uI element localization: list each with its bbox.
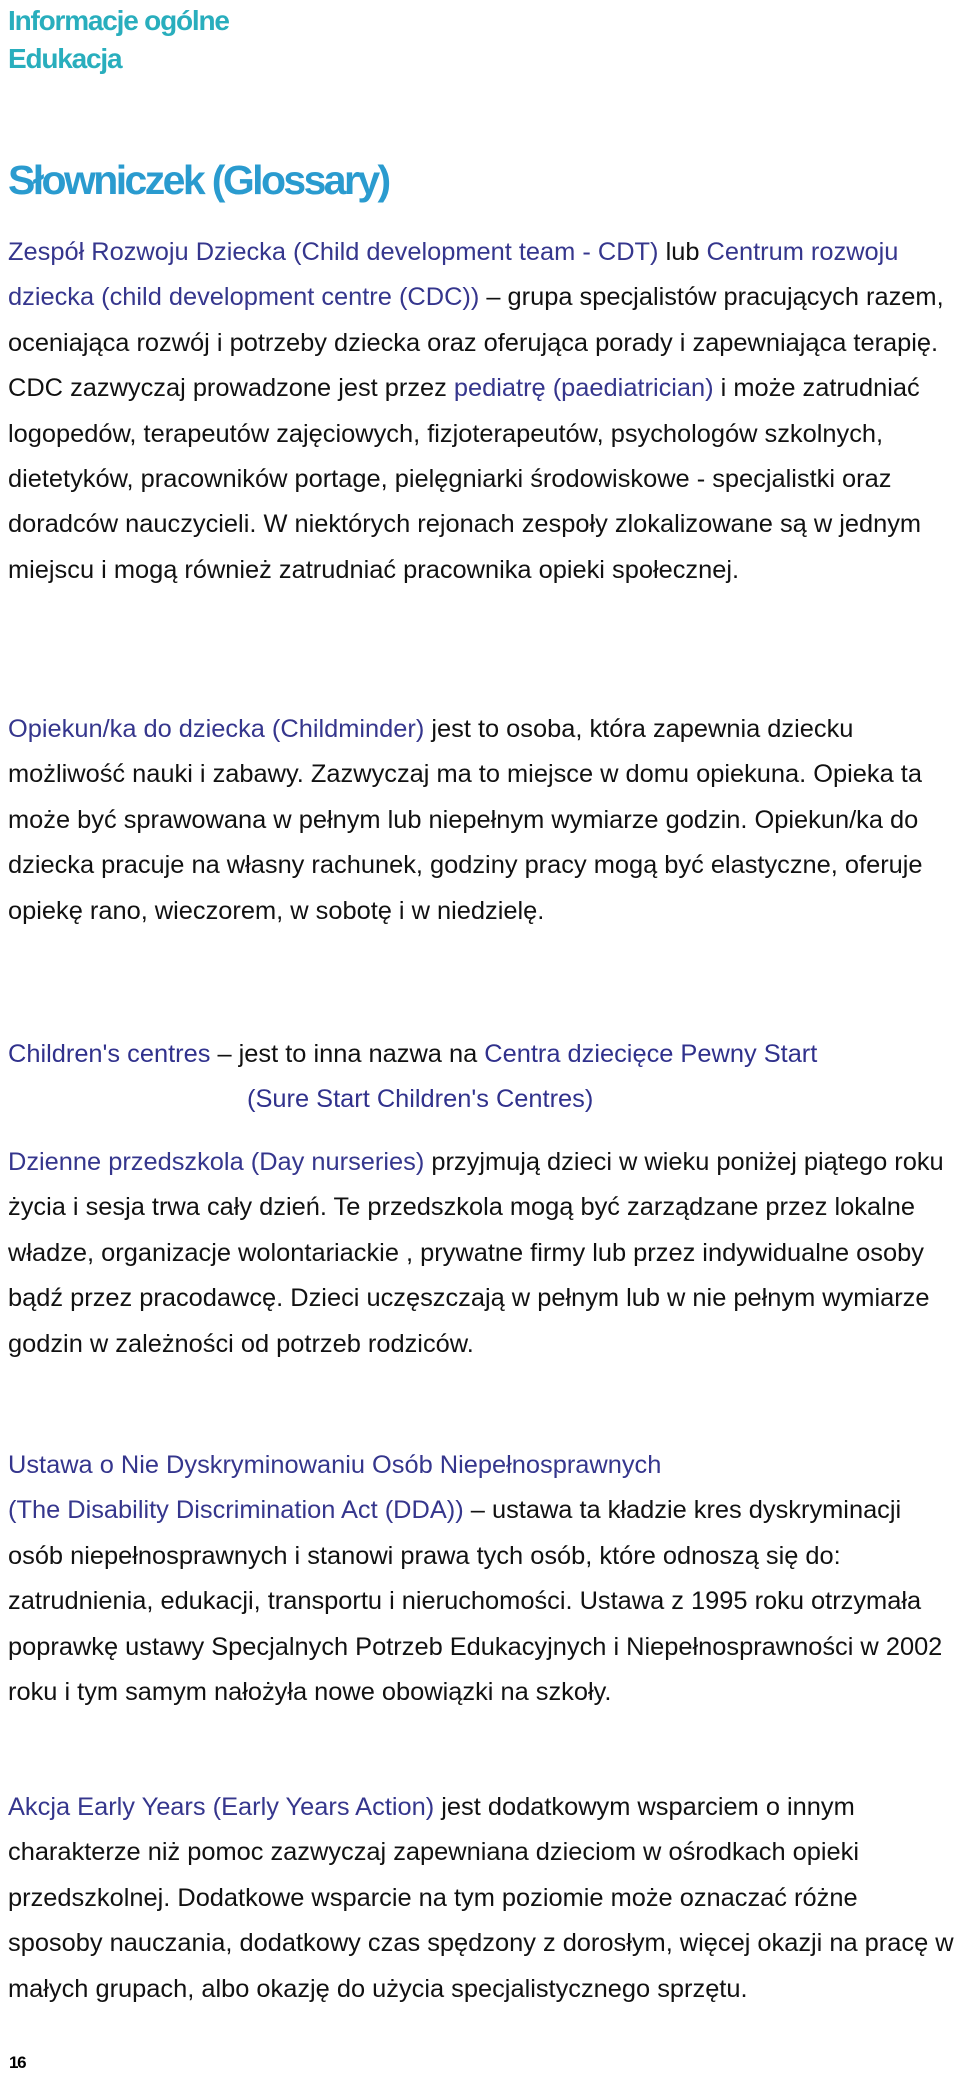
glossary-entry-early-years-action <box>8 1785 956 2012</box>
glossary-term-english: (The Disability Discrimination Act (DDA)) <box>8 1496 464 1525</box>
glossary-term-alt: Centrum rozwoju dziecka (child development centre (CDC)) <box>8 238 899 312</box>
nav-link-general-info[interactable]: Informacje ogólne <box>8 5 229 36</box>
page-title: Słowniczek (Glossary) <box>8 157 389 203</box>
glossary-term: Akcja Early Years (Early Years Action) <box>8 1793 435 1821</box>
glossary-definition: jest to osoba, która zapewnia dziecku możliwość nauki i zabawy. Zazwyczaj ma to miejsce w domu opiekuna. Opieka ta może być sprawowana w pełnym lub niepełnym wymiarze godzin. Opiekun/ka do dziecka pracuje na własny rachunek, godziny pracy mogą być elastyczne, oferuje opiekę rano, wieczorem, w sobotę i w niedzielę. <box>8 715 923 925</box>
glossary-entry-day-nurseries <box>8 1140 956 1367</box>
glossary-entry-dda <box>8 1443 956 1715</box>
glossary-entry-cdt <box>8 230 956 593</box>
glossary-entry-childminder <box>8 707 956 934</box>
glossary-term-english: (Sure Start Children's Centres) <box>247 1085 594 1114</box>
page-number: 16 <box>9 2053 26 2072</box>
glossary-joiner: lub <box>658 238 707 266</box>
glossary-definition-cont: i może zatrudniać logopedów, terapeutów zajęciowych, fizjoterapeutów, psychologów szkolnych, dietetyków, pracowników portage, pielęgniarki środowiskowe - specjalistki oraz doradców nauczycieli. W niektórych rejonach zespoły zlokalizowane są w jednym miejscu i mogą również zatrudniać pracownika opieki społecznej. <box>8 374 922 584</box>
glossary-term-inline: pediatrę (paediatrician) <box>453 374 714 403</box>
breadcrumb-nav <box>8 2 229 78</box>
glossary-definition: – grupa specjalistów pracujących razem, oceniająca rozwój i potrzeby dziecka oraz oferująca porady i zapewniająca terapię. CDC zazwyczaj prowadzone jest przez <box>8 283 944 403</box>
glossary-definition: jest dodatkowym wsparciem o innym charakterze niż pomoc zazwyczaj zapewniana dzieciom w ośrodkach opieki przedszkolnej. Dodatkowe wsparcie na tym poziomie może oznaczać różne sposoby nauczania, dodatkowy czas spędzony z dorosłym, więcej okazji na pracę w małych grupach, albo okazję do użycia specjalistycznego sprzętu. <box>8 1793 954 2003</box>
glossary-term: Ustawa o Nie Dyskryminowaniu Osób Niepełnosprawnych <box>8 1451 662 1479</box>
glossary-term: Dzienne przedszkola (Day nurseries) <box>8 1148 425 1176</box>
nav-link-education[interactable]: Edukacja <box>8 43 122 74</box>
glossary-definition: – ustawa ta kładzie kres dyskryminacji osób niepełnosprawnych i stanowi prawa tych osób, które odnoszą się do: zatrudnienia, edukacji, transportu i nieruchomości. Ustawa z 1995 roku otrzymała poprawkę ustawy Specjalnych Potrzeb Edukacyjnych i Niepełnosprawności w 2002 roku i tym samym nałożyła nowe obowiązki na szkoły. <box>8 1496 943 1707</box>
glossary-entry-childrens-centres <box>8 1032 956 1123</box>
glossary-term-alt: Centra dziecięce Pewny Start <box>484 1040 818 1068</box>
glossary-term: Children's centres <box>8 1040 211 1068</box>
glossary-term: Zespół Rozwoju Dziecka (Child development team - CDT) <box>8 238 659 266</box>
glossary-term: Opiekun/ka do dziecka (Childminder) <box>8 715 425 743</box>
glossary-definition: – jest to inna nazwa na <box>210 1040 485 1068</box>
glossary-definition: przyjmują dzieci w wieku poniżej piątego roku życia i sesja trwa cały dzień. Te przedszkola mogą być zarządzane przez lokalne władze, organizacje wolontariackie , prywatne firmy lub przez indywidualne osoby bądź przez pracodawcę. Dzieci uczęszczają w pełnym lub w nie pełnym wymiarze godzin w zależności od potrzeb rodziców. <box>8 1148 944 1358</box>
